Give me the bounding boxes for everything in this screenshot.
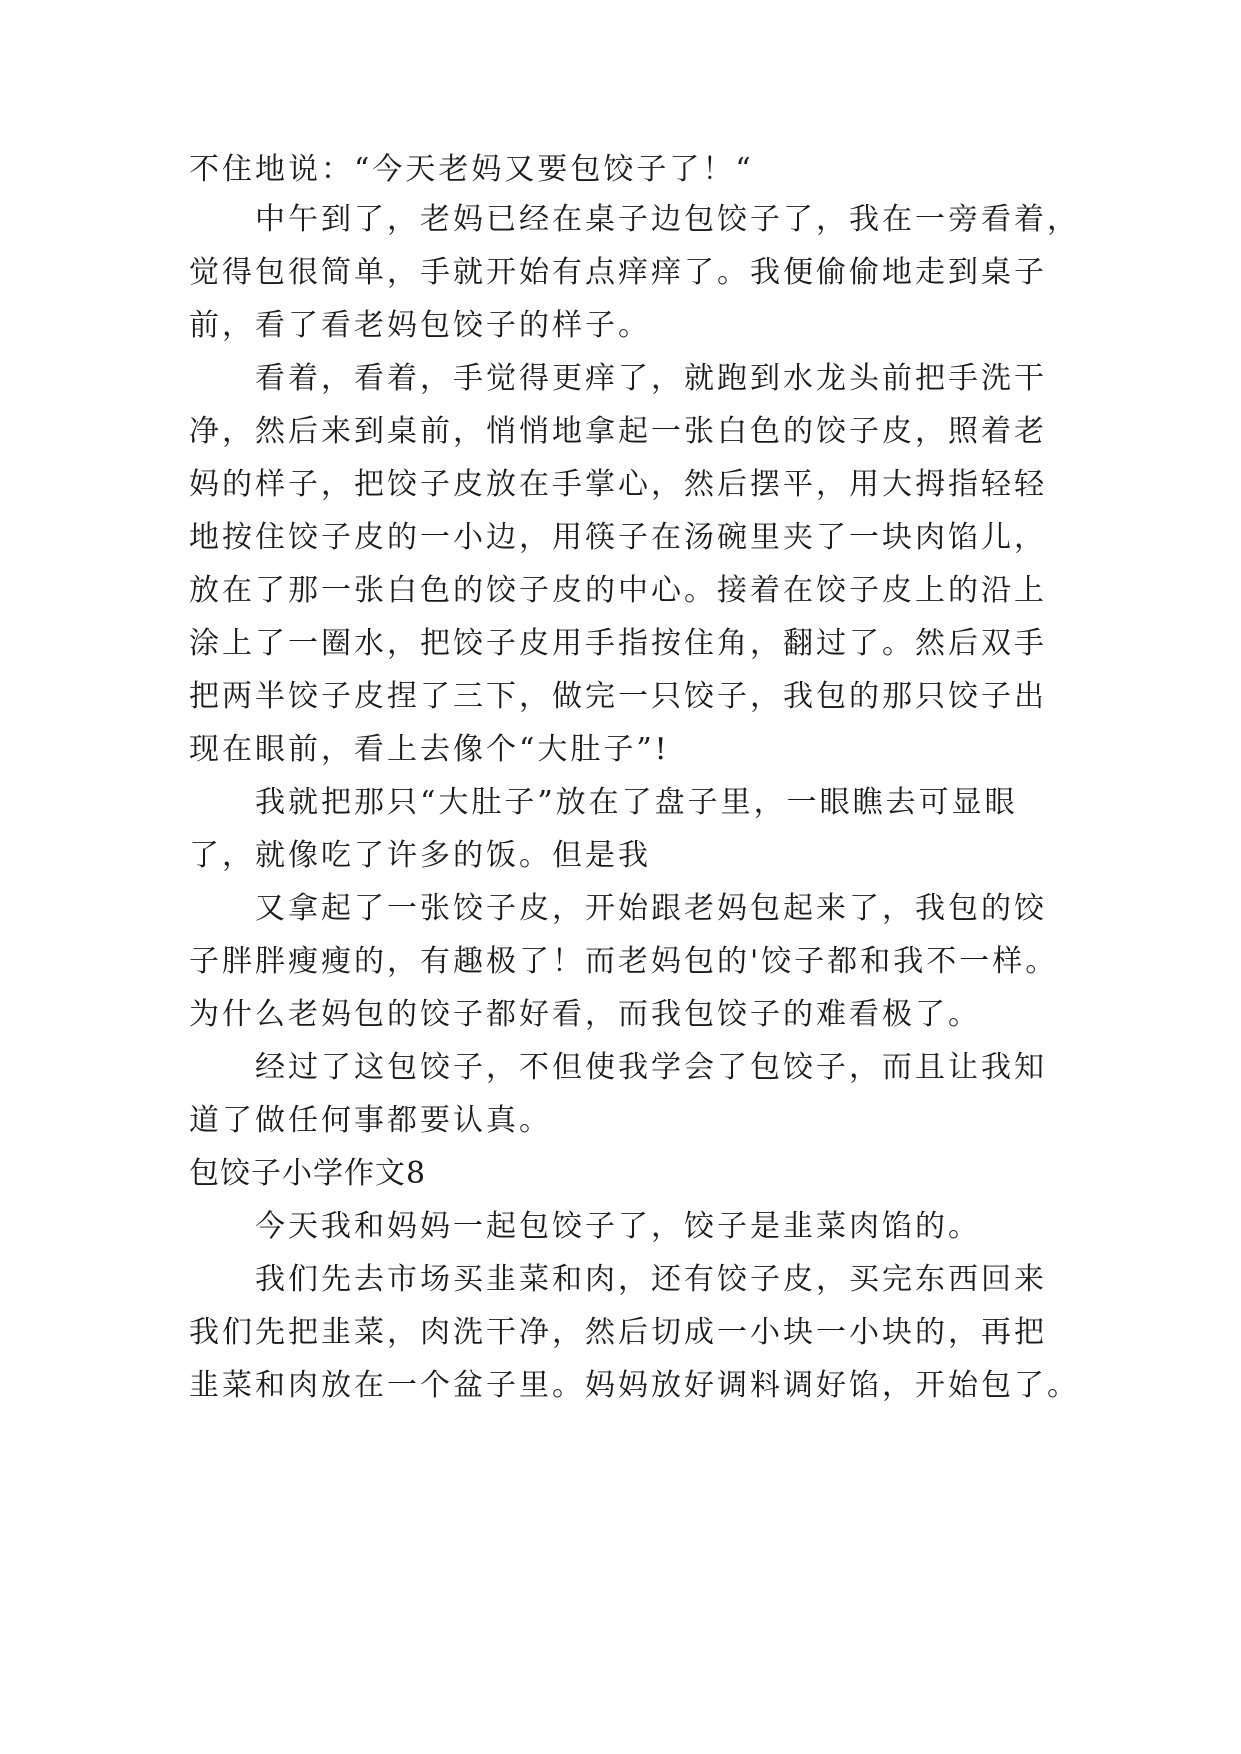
text-line: 涂上了一圈水，把饺子皮用手指按住角，翻过了。然后双手	[189, 626, 1047, 661]
text-line: 把两半饺子皮捏了三下，做完一只饺子，我包的那只饺子出	[189, 679, 1047, 714]
text-line: 现在眼前，看上去像个“大肚子”!	[189, 732, 670, 767]
text-line: 妈的样子，把饺子皮放在手掌心，然后摆平，用大拇指轻轻	[189, 467, 1047, 502]
paragraph-start-line: 今天我和妈妈一起包饺子了，饺子是韭菜肉馅的。	[255, 1209, 981, 1244]
text-line: 我们先把韭菜，肉洗干净，然后切成一小块一小块的，再把	[189, 1315, 1047, 1350]
text-line: 地按住饺子皮的一小边，用筷子在汤碗里夹了一块肉馅儿，	[189, 520, 1047, 555]
paragraph-start-line: 我们先去市场买韭菜和肉，还有饺子皮，买完东西回来	[255, 1262, 1047, 1297]
text-line: 净，然后来到桌前，悄悄地拿起一张白色的饺子皮，照着老	[189, 414, 1047, 449]
paragraph-start-line: 看着，看着，手觉得更痒了，就跑到水龙头前把手洗干	[255, 361, 1047, 396]
text-line: 放在了那一张白色的饺子皮的中心。接着在饺子皮上的沿上	[189, 573, 1047, 608]
paragraph-start-line: 又拿起了一张饺子皮，开始跟老妈包起来了，我包的饺	[255, 891, 1047, 926]
text-line: 为什么老妈包的饺子都好看，而我包饺子的难看极了。	[189, 997, 981, 1032]
paragraph-start-line: 中午到了，老妈已经在桌子边包饺子了，我在一旁看着，	[255, 202, 1080, 237]
text-line: 不住地说：“今天老妈又要包饺子了！“	[189, 152, 754, 187]
text-line: 子胖胖瘦瘦的，有趣极了！而老妈包的'饺子都和我不一样。	[189, 944, 1059, 979]
text-line: 了，就像吃了许多的饭。但是我	[189, 838, 651, 873]
text-line: 觉得包很简单，手就开始有点痒痒了。我便偷偷地走到桌子	[189, 255, 1047, 290]
text-line: 韭菜和肉放在一个盆子里。妈妈放好调料调好馅，开始包了。	[189, 1368, 1080, 1403]
paragraph-start-line: 我就把那只“大肚子”放在了盘子里，一眼瞧去可显眼	[255, 785, 1018, 820]
text-line: 前，看了看老妈包饺子的样子。	[189, 308, 651, 343]
text-line: 道了做任何事都要认真。	[189, 1103, 552, 1138]
paragraph-start-line: 经过了这包饺子，不但使我学会了包饺子，而且让我知	[255, 1050, 1047, 1085]
section-heading: 包饺子小学作文8	[189, 1156, 427, 1191]
